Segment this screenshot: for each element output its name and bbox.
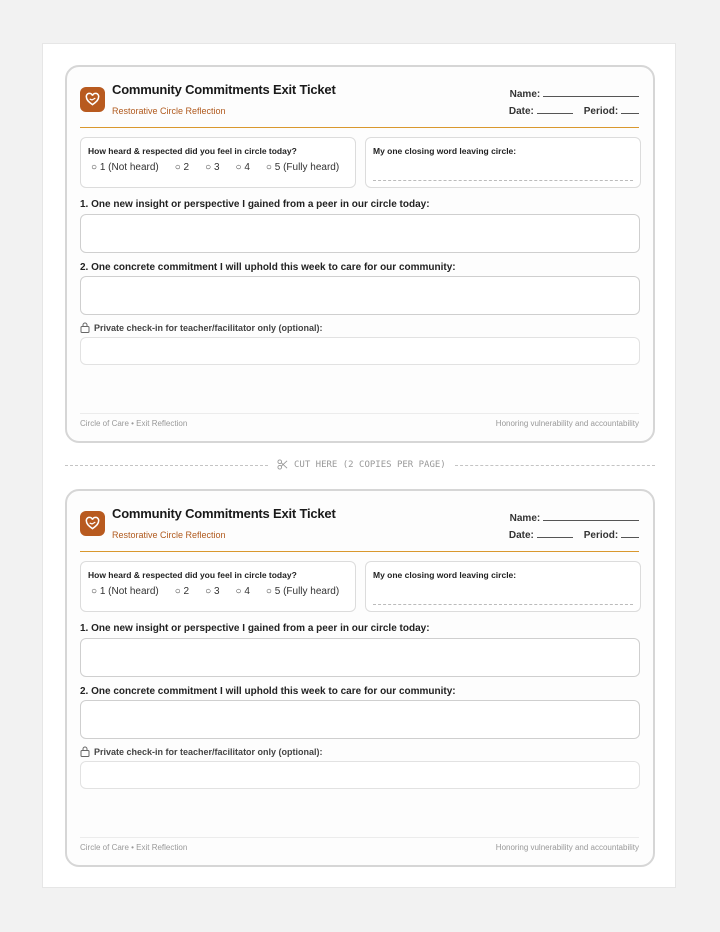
private-checkin: [80, 746, 323, 757]
period-field[interactable]: [621, 527, 639, 538]
question-2-answer-box[interactable]: [80, 276, 640, 315]
exit-ticket-2: [65, 489, 655, 867]
period-field[interactable]: [621, 103, 639, 114]
rating-scale: [91, 586, 339, 597]
header-divider: [80, 551, 639, 552]
exit-ticket-1: [65, 65, 655, 443]
private-checkin-box[interactable]: [80, 761, 640, 789]
footer-left: Circle of Care • Exit Reflection: [80, 419, 188, 428]
name-field[interactable]: [543, 86, 639, 97]
footer-right: Honoring vulnerability and accountability: [495, 419, 639, 428]
date-label: Date:: [508, 106, 534, 117]
heart-logo-icon: [80, 511, 105, 536]
date-field[interactable]: [537, 527, 573, 538]
cut-label-text: CUT HERE (2 COPIES PER PAGE): [294, 459, 446, 470]
rating-option-1[interactable]: ○ 1 (Not heard): [91, 162, 159, 173]
ticket-title: Community Commitments Exit Ticket: [112, 506, 336, 521]
scissors-icon: [277, 459, 288, 470]
footer-right: Honoring vulnerability and accountability: [495, 843, 639, 852]
question-2-label: 2. One concrete commitment I will uphold this week to care for our community:: [80, 262, 456, 273]
name-field[interactable]: [543, 510, 639, 521]
rating-option-4[interactable]: ○ 4: [235, 586, 250, 597]
ticket-title: Community Commitments Exit Ticket: [112, 82, 336, 97]
rating-option-1[interactable]: ○ 1 (Not heard): [91, 586, 159, 597]
cut-label: [277, 459, 446, 470]
student-info: [509, 86, 639, 120]
private-checkin-label: Private check-in for teacher/facilitator only (optional):: [94, 322, 323, 333]
question-1-answer-box[interactable]: [80, 638, 640, 677]
date-field[interactable]: [537, 103, 573, 114]
private-checkin-box[interactable]: [80, 337, 640, 365]
closing-word-field[interactable]: [373, 604, 633, 605]
question-1-label: 1. One new insight or perspective I gained from a peer in our circle today:: [80, 623, 430, 634]
rating-option-2[interactable]: ○ 2: [174, 586, 190, 597]
cut-dash-right: [455, 465, 655, 466]
period-label: Period:: [583, 106, 619, 117]
rating-card: [80, 137, 356, 188]
name-label: Name:: [509, 513, 541, 524]
rating-option-4[interactable]: ○ 4: [235, 162, 250, 173]
footer-left: Circle of Care • Exit Reflection: [80, 843, 188, 852]
rating-option-5[interactable]: ○ 5 (Fully heard): [265, 586, 340, 597]
private-checkin-label: Private check-in for teacher/facilitator only (optional):: [94, 746, 323, 757]
lock-icon: [80, 746, 90, 757]
rating-card: [80, 561, 356, 612]
question-1-label: 1. One new insight or perspective I gained from a peer in our circle today:: [80, 199, 430, 210]
rating-question: How heard & respected did you feel in circle today?: [88, 570, 297, 580]
closing-word-card: [365, 137, 641, 188]
rating-option-3[interactable]: ○ 3: [205, 586, 220, 597]
period-label: Period:: [583, 530, 619, 541]
ticket-subtitle: Restorative Circle Reflection: [112, 106, 226, 116]
closing-word-label: My one closing word leaving circle:: [373, 570, 517, 580]
footer-divider: [80, 413, 639, 414]
rating-question: How heard & respected did you feel in circle today?: [88, 146, 297, 156]
rating-scale: [91, 162, 339, 173]
cut-line: [65, 459, 655, 473]
cut-dash-left: [65, 465, 268, 466]
question-2-answer-box[interactable]: [80, 700, 640, 739]
date-label: Date:: [508, 530, 534, 541]
ticket-subtitle: Restorative Circle Reflection: [112, 530, 226, 540]
header-divider: [80, 127, 639, 128]
lock-icon: [80, 322, 90, 333]
rating-option-5[interactable]: ○ 5 (Fully heard): [265, 162, 340, 173]
closing-word-label: My one closing word leaving circle:: [373, 146, 517, 156]
closing-word-card: [365, 561, 641, 612]
question-1-answer-box[interactable]: [80, 214, 640, 253]
private-checkin: [80, 322, 323, 333]
student-info: [509, 510, 639, 544]
footer-divider: [80, 837, 639, 838]
name-label: Name:: [509, 89, 541, 100]
closing-word-field[interactable]: [373, 180, 633, 181]
heart-logo-icon: [80, 87, 105, 112]
rating-option-3[interactable]: ○ 3: [205, 162, 220, 173]
question-2-label: 2. One concrete commitment I will uphold this week to care for our community:: [80, 686, 456, 697]
rating-option-2[interactable]: ○ 2: [174, 162, 190, 173]
